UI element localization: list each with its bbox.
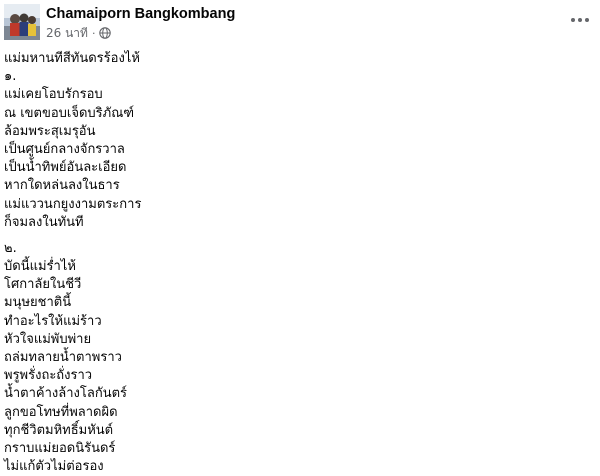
poem-line: ลูกขอโทษที่พลาดผิด bbox=[4, 404, 118, 420]
stanza-gap bbox=[4, 232, 584, 240]
poem-title: แม่มหานทีสีทันดรร้องไห้ bbox=[4, 51, 140, 66]
poem-line: พรูพรั่งถะถั่งราว bbox=[4, 368, 93, 384]
stanza-number: ๑. bbox=[4, 69, 17, 85]
poem-line: แม่แววนกยูงงามตระการ bbox=[4, 196, 142, 212]
more-horizontal-icon bbox=[570, 17, 590, 23]
poem-line: ก็จมลงในทันที bbox=[4, 214, 84, 230]
poem-line: บัดนี้แม่ร่ำไห้ bbox=[4, 259, 76, 275]
author-name[interactable]: Chamaiporn Bangkombang bbox=[46, 6, 236, 22]
post-timestamp[interactable]: 26 นาที bbox=[46, 25, 88, 40]
poem-line: แม่เคยโอบรักรอบ bbox=[4, 87, 103, 103]
post-text bbox=[4, 50, 584, 476]
avatar[interactable] bbox=[4, 4, 40, 40]
poem-line: หัวใจแม่พับพ่าย bbox=[4, 331, 92, 347]
poem-line: ไม่แก้ตัวไม่ต่อรอง bbox=[4, 459, 104, 475]
globe-icon[interactable] bbox=[99, 27, 111, 39]
poem-line: ทุกชีวิตมหิทธิ์มหันต์ bbox=[4, 422, 114, 438]
poem-line: โศกาลัยในชีวี bbox=[4, 277, 82, 293]
poem-line: มนุษยชาตินี้ bbox=[4, 295, 72, 311]
poem-line: เป็นศูนย์กลางจักรวาล bbox=[4, 141, 125, 157]
poem-line: ทำอะไรให้แม่ร้าว bbox=[4, 313, 102, 329]
poem-line: ณ เขตขอบเจ็ดบริภัณฑ์ bbox=[4, 105, 135, 121]
meta-separator: · bbox=[91, 26, 96, 40]
poem-line: เป็นน้ำทิพย์อันละเอียด bbox=[4, 160, 127, 176]
poem-line: ล้อมพระสุเมรุอัน bbox=[4, 123, 96, 139]
poem-line: น้ำตาค้างล้างโลกันตร์ bbox=[4, 386, 128, 402]
more-options-button[interactable] bbox=[566, 8, 594, 32]
avatar-photo bbox=[4, 4, 40, 40]
poem-line: ถล่มทลายน้ำตาพราว bbox=[4, 350, 122, 365]
post-header bbox=[4, 4, 596, 44]
poem-line: หากใดหล่นลงในธาร bbox=[4, 178, 120, 194]
poem-line: กราบแม่ยอดนิรันดร์ bbox=[4, 440, 116, 456]
post-meta bbox=[46, 25, 111, 41]
stanza-number: ๒. bbox=[4, 240, 17, 256]
